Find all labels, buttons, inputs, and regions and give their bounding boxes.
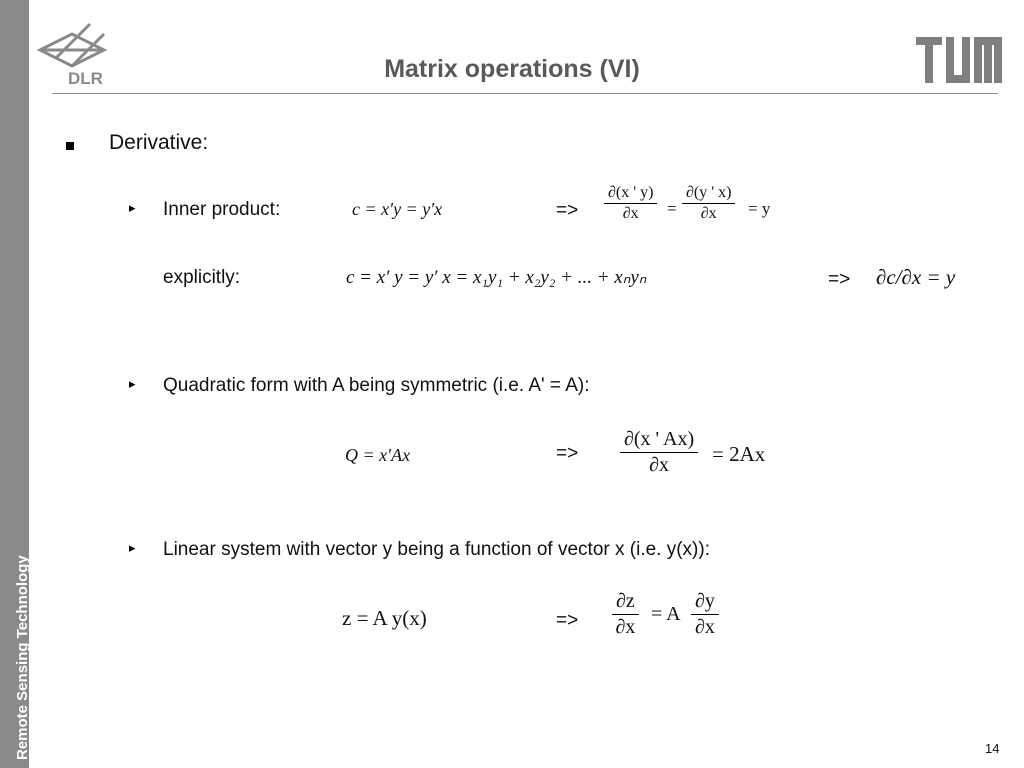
fraction-numerator: ∂(y ' x) — [682, 184, 735, 204]
explicitly-result: ∂c/∂x = y — [876, 265, 956, 289]
fraction-denominator: ∂x — [649, 454, 670, 476]
inner-product-result: = y — [748, 199, 771, 218]
fraction-denominator: ∂x — [695, 616, 715, 638]
sidebar-label: Remote Sensing Technology — [14, 555, 31, 760]
fraction-denominator: ∂x — [615, 616, 636, 638]
header-divider — [52, 93, 998, 94]
quadratic-result: = 2Ax — [712, 442, 766, 466]
fraction-numerator: ∂(x ' y) — [604, 184, 657, 204]
dlr-logo-text: DLR — [68, 69, 103, 88]
fraction-denominator: ∂x — [700, 205, 717, 222]
quadratic-equation: Q = x′Ax — [345, 445, 411, 465]
page-number: 14 — [985, 741, 1000, 756]
section-heading: Derivative: — [109, 131, 209, 154]
linear-implies: => — [556, 610, 579, 631]
bullet-square-icon — [66, 142, 74, 150]
sidebar — [0, 0, 29, 768]
triangle-bullet-icon: ▸ — [129, 540, 136, 555]
fraction-denominator: ∂x — [622, 205, 639, 222]
quadratic-label: Quadratic form with A being symmetric (i.e. A' = A): — [163, 375, 590, 396]
linear-fraction-1 — [612, 590, 639, 639]
explicitly-equation: c = x′ y = y′ x = x₁y₁ + x₂y₂ + ... + xₙyₙ — [346, 267, 647, 288]
quadratic-implies: => — [556, 443, 579, 464]
linear-equation: z = A y(x) — [342, 606, 427, 630]
linear-label: Linear system with vector y being a function of vector x (i.e. y(x)): — [163, 539, 710, 560]
inner-product-label: Inner product: — [163, 199, 281, 220]
inner-product-equation: c = x′y = y′x — [352, 199, 443, 219]
inner-product-fraction-1 — [604, 184, 657, 223]
fraction-numerator: ∂z — [612, 590, 639, 615]
inner-product-implies: => — [556, 200, 579, 221]
page-title: Matrix operations (VI) — [384, 55, 640, 83]
fraction-numerator: ∂(x ' Ax) — [620, 428, 698, 453]
inner-product-fraction-2 — [682, 184, 735, 223]
linear-equals-a: = A — [651, 603, 681, 625]
explicitly-label: explicitly: — [163, 267, 241, 288]
quadratic-fraction — [620, 428, 698, 477]
explicitly-implies: => — [828, 269, 851, 290]
linear-fraction-2 — [691, 590, 719, 639]
fraction-numerator: ∂y — [691, 590, 719, 615]
triangle-bullet-icon: ▸ — [129, 200, 136, 215]
tum-logo — [916, 37, 1002, 83]
inner-product-equals: = — [667, 199, 677, 218]
triangle-bullet-icon: ▸ — [129, 376, 136, 391]
